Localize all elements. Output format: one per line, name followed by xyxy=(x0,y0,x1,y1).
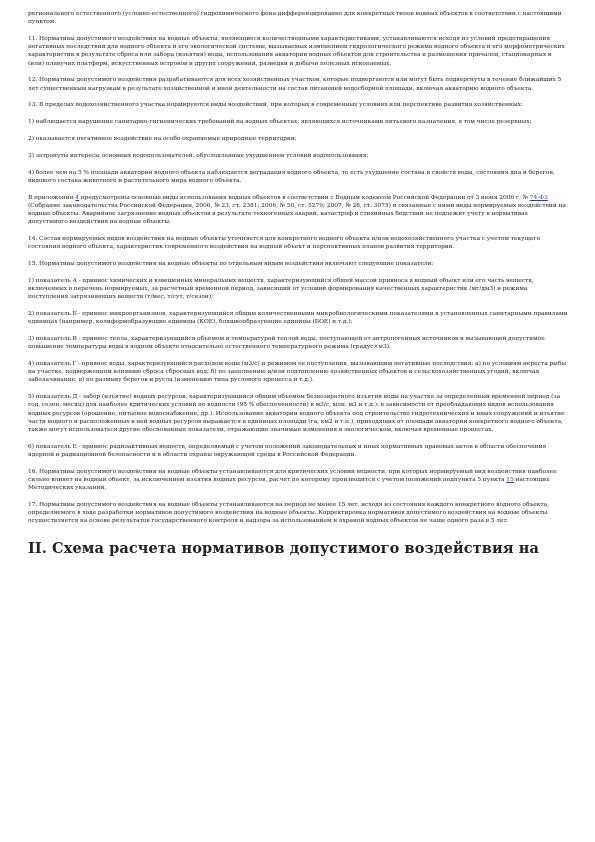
list-item-1: 1) наблюдается нарушение санитарно-гигиенических требований на водных объектах, являющихся источниками питьевого назначения, в том числе резервных; xyxy=(28,119,532,126)
point-15-link[interactable]: 15 xyxy=(506,477,514,484)
indicator-d: 5) показатель Д - забор (изъятие) водных ресурсов, характеризующийся общим объемом безвозвратного изъятия воды на участке за определенный временной период (за год, сезон, месяц) для наиболее критических условий по водности (95 % обеспеченности) в м3/с, млн. м3 и т.д.); в зависимости от преобладающих видов использования водных ресурсов (орошение, питьевое водоснабжение, др.). Использование акватории водного объекта под строительство гидротехнических и иных сооружений и изъятие части водного и расположенных в ней водных ресурсов выражается в единицах площади (га, км2 и т.п.), приходящих от площади акватории конкретного водного объекта, также могут использоваться другие обоснованные показатели, отражающие значимые изменения в экологическом, включая временные процессах. xyxy=(28,394,565,434)
law-link[interactable]: 74-ФЗ xyxy=(529,194,548,201)
paragraph-13: 13. В пределах водохозяйственного участка нормируются виды воздействий, при которых в современных условиях или перспективе развития хозяйственных: xyxy=(28,102,523,109)
paragraph-14: 14. Состав нормируемых видов воздействия на водные объекты уточняется для конкретного водного объекта и/или водохозяйственного участка с учетом текущего состояния водного объекта, характеристик современного воздействия на водный объект и перспективных планов развития территории. xyxy=(28,236,541,251)
section-heading: II. Схема расчета нормативов допустимого воздействия на xyxy=(28,539,539,557)
paragraph-appendix: В приложении 4 предусмотрены основные виды использования водных объектов в соответствии с Водным кодексом Российской Федерации от 3 июня 2006 г. № 74-ФЗ (Собрание законодательства Российской Федерации, 2006, № 23, ст. 2381; 2006, № 50, ст. 5279; 2007, № 26, ст. 3075) и связанные с ними виды нормируемых воздействий на водные объекты. Аварийное загрязнение водных объектов в результате техногенных аварий, катастроф и стихийных бедствий не подлежит учету в нормативах допустимого воздействия на водные объекты. xyxy=(28,194,566,226)
paragraph-11: 11. Нормативы допустимого воздействия на водные объекты, являющиеся количественными характеристиками, устанавливаются исходя из условий предотвращения негативных последствий для водного объекта и его экологической системы, вызываемых изменением гидрологического режима водного объекта и его морфометрических характеристик в результате сброса или забора (изъятия) воды, использования акватории водных объектов для строительства и размещения причалов, стационарных и (или) плавучих платформ, искусственных островов и других сооружений, разведки и добычи полезных ископаемых. xyxy=(28,36,565,67)
indicator-b: 2) показатель Б - привнос микроорганизмов, характеризующийся общим количественными микробиологическими показателями в установленных санитарными правилами единицах (например, колиформобразующие единицы (КОЕ), бляшкообразующие единицы (БОЕ) и т.д.); xyxy=(28,311,568,326)
paragraph-17: 17. Нормативы допустимого воздействия на водные объекты устанавливаются на период не менее 15 лет, исходя из состояния каждого конкретного водного объекта, определяемого в ходе разработки нормативов допустимого воздействия на водные объекты. Корректировка нормативов допустимого воздействия на водные объекты осуществляется на основе результатов государственного контроля и надзора за использованием и охраной водных объектов не чаще одного раза в 5 лет. xyxy=(28,502,550,525)
paragraph-16: 16. Нормативы допустимого воздействия на водные объекты устанавливаются для критических условий водности, при которых нормируемый вид воздействия наиболее сильно влияет на водный объект, за исключением изъятия водных ресурсов, расчет по которому производится с учетом положений подпункта 5 пункта 15 настоящих Методических указаний. xyxy=(28,468,557,492)
indicator-a: 1) показатель А - привнос химических и взвешенных минеральных веществ, характеризующийся общей массой привноса в водный объект или его часть веществ, включенных в перечень нормируемых, за расчетный временной период, зависящий от условий формирования качественных характеристик (мг/дм3) и режима поступления загрязняющих веществ (т/мес, т/сут, т/сезон); xyxy=(28,277,534,301)
list-item-4: 4) более чем на 5 % площади акватории водного объекта наблюдается деградация водного объекта, то есть ухудшение состава и свойств воды, состояния дна и берегов, видового состава животного и растительного мира водного объекта. xyxy=(28,169,555,184)
indicator-v: 3) показатель В - привнос тепла, характеризующийся объемом и температурой теплой воды, поступающей от антропогенных источников и вызывающей допустимое повышение температуры воды в водном объекте относительно естественного температурного режима (градус×м3). xyxy=(28,336,545,351)
paragraph-continuation: регионального естественного (условно-естественного) гидрохимического фона дифференцированно для конкретных типов водных объектов в соответствии с настоящими пунктом. xyxy=(28,11,562,26)
paragraph-12: 12. Нормативы допустимого воздействия разрабатываются для всех хозяйственных участков, которые подвергаются или могут быть подвергнуты в течение ближайших 5 лет существенным нагрузкам в результате хозяйственной и иной деятельности на состав питающей водосборной площади, включая акваторию водного объекта. xyxy=(28,77,562,92)
paragraph-15: 15. Нормативы допустимого воздействия на водные объекты по отдельным видам воздействия включают следующие показатели: xyxy=(28,261,434,267)
appendix-link[interactable]: 4 xyxy=(75,194,80,201)
list-item-2: 2) оказывается негативное воздействие на особо охраняемые природные территории; xyxy=(28,136,297,142)
document-body xyxy=(28,10,568,557)
indicator-e: 6) показатель Е - привнос радиоактивных веществ, определяемый с учетом положений законодательных и иных нормативных правовых актов в области обеспечения ядерной и радиационной безопасности и в области охраны окружающей среды в Российской Федерации. xyxy=(28,443,547,459)
list-item-3: 3) затронуты интересы основных водопользователей, обусловленные ухудшением условий водопользования; xyxy=(28,152,369,159)
indicator-g: 4) показатель Г - привнос воды, характеризующийся расходом воды (м3/с) и режимом ее поступления, вызывающим негативные последствия: а) по условиям нереста рыбы на участке, подверженном влиянию сброса сбросных вод; б) по заполнению и/или подтоплению хозяйственных объектов и сельскохозяйственных угодий, включая заболачивание; в) по размыву берегов и русла (изменению типа руслового процесса и т.д.). xyxy=(28,361,567,384)
